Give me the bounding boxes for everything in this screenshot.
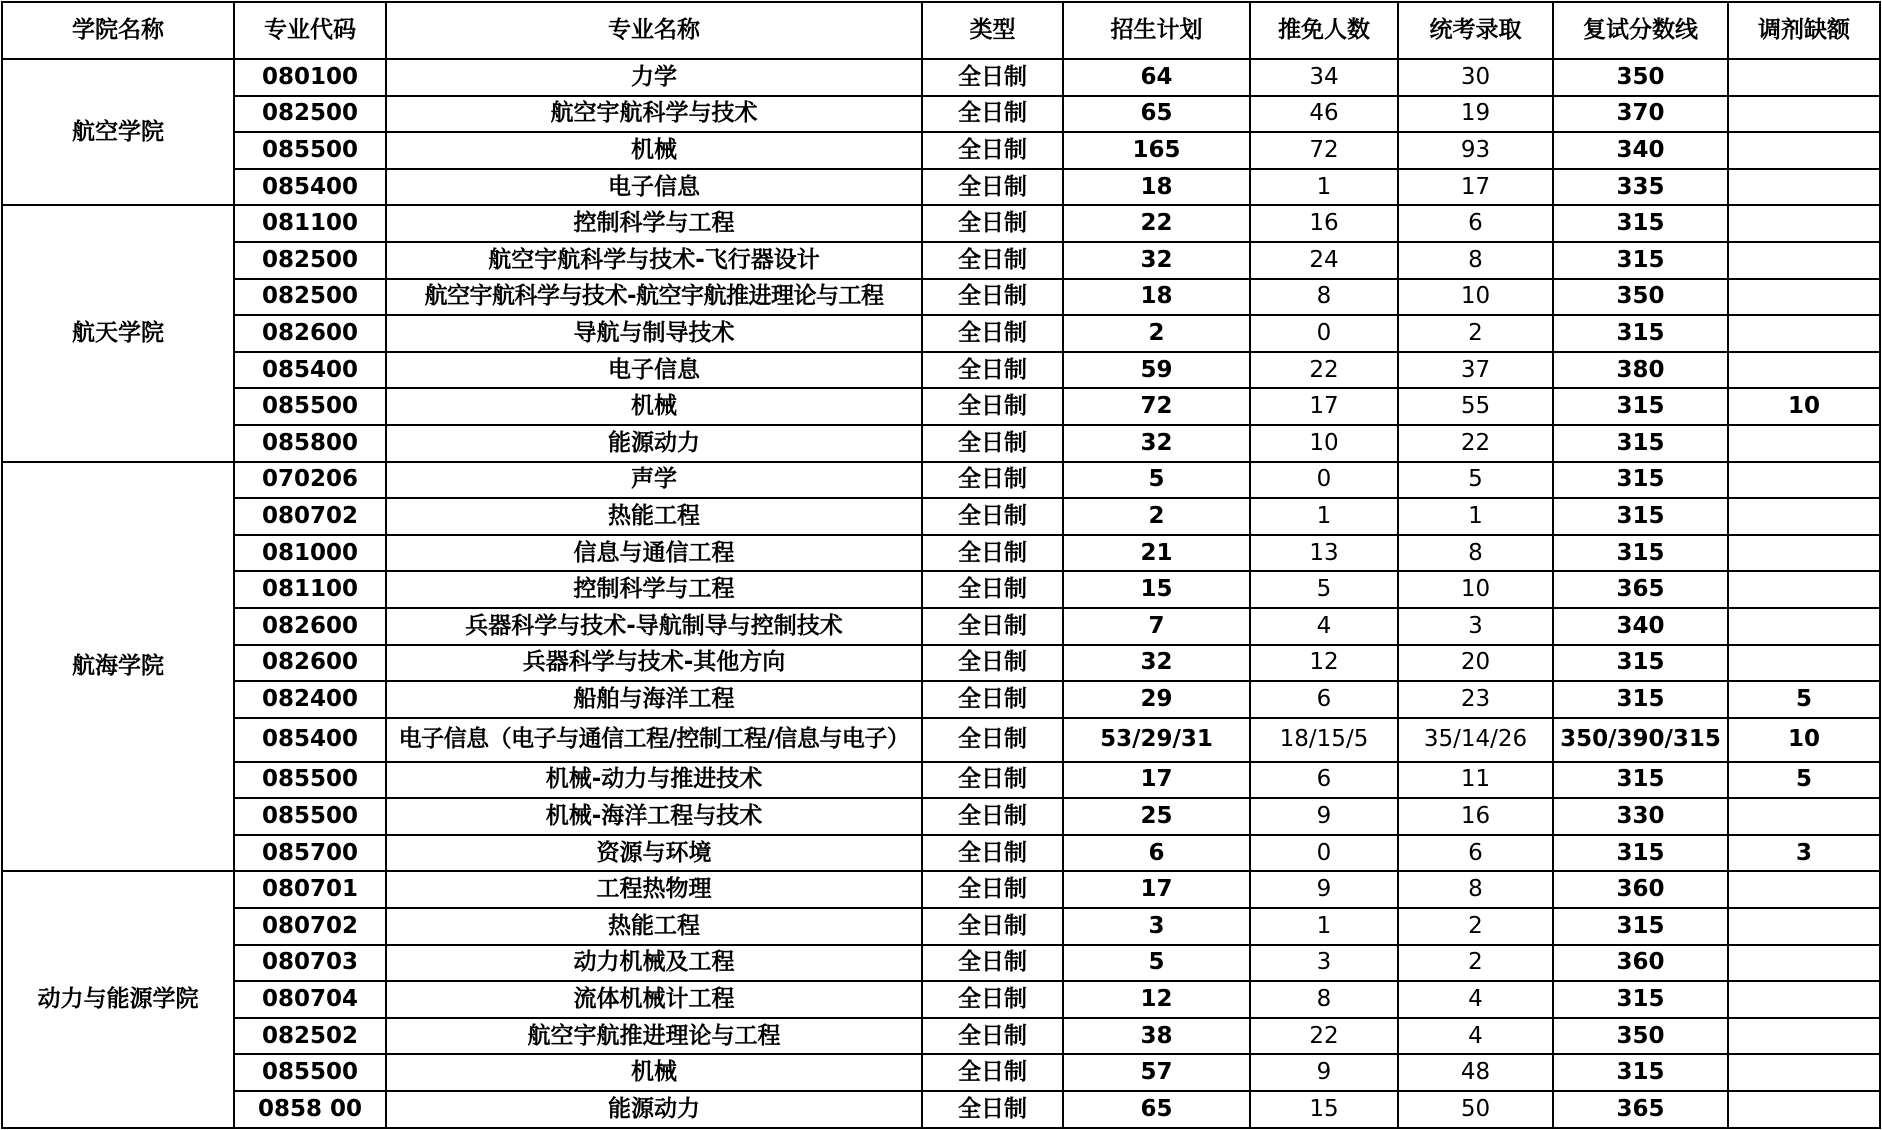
cell-score: 315 xyxy=(1553,835,1728,872)
table-row xyxy=(2,762,1880,799)
cell-major: 资源与环境 xyxy=(386,835,922,872)
cell-plan: 12 xyxy=(1063,981,1250,1018)
cell-type: 全日制 xyxy=(922,718,1063,762)
cell-exempt: 8 xyxy=(1250,279,1398,316)
cell-gap xyxy=(1728,981,1880,1018)
cell-plan: 38 xyxy=(1063,1018,1250,1055)
table-row xyxy=(2,681,1880,718)
table-row xyxy=(2,718,1880,762)
table-row xyxy=(2,835,1880,872)
cell-type: 全日制 xyxy=(922,945,1063,982)
cell-type: 全日制 xyxy=(922,388,1063,425)
cell-gap xyxy=(1728,535,1880,572)
cell-type: 全日制 xyxy=(922,96,1063,133)
cell-type: 全日制 xyxy=(922,352,1063,389)
cell-gap xyxy=(1728,908,1880,945)
cell-college: 航海学院 xyxy=(2,462,234,872)
cell-exempt: 22 xyxy=(1250,1018,1398,1055)
cell-score: 380 xyxy=(1553,352,1728,389)
cell-exam: 23 xyxy=(1398,681,1553,718)
cell-exam: 17 xyxy=(1398,169,1553,206)
cell-exam: 16 xyxy=(1398,798,1553,835)
cell-score: 315 xyxy=(1553,645,1728,682)
cell-type: 全日制 xyxy=(922,425,1063,462)
cell-score: 315 xyxy=(1553,498,1728,535)
cell-major: 船舶与海洋工程 xyxy=(386,681,922,718)
cell-exempt: 9 xyxy=(1250,798,1398,835)
cell-gap xyxy=(1728,96,1880,133)
cell-major: 电子信息 xyxy=(386,169,922,206)
cell-score: 315 xyxy=(1553,981,1728,1018)
cell-score: 350 xyxy=(1553,1018,1728,1055)
cell-code: 082400 xyxy=(234,681,386,718)
cell-exempt: 18/15/5 xyxy=(1250,718,1398,762)
cell-type: 全日制 xyxy=(922,871,1063,908)
cell-exempt: 22 xyxy=(1250,352,1398,389)
cell-type: 全日制 xyxy=(922,571,1063,608)
cell-major: 兵器科学与技术-导航制导与控制技术 xyxy=(386,608,922,645)
cell-plan: 18 xyxy=(1063,279,1250,316)
cell-gap xyxy=(1728,498,1880,535)
cell-exam: 2 xyxy=(1398,908,1553,945)
cell-code: 085400 xyxy=(234,352,386,389)
cell-major: 控制科学与工程 xyxy=(386,571,922,608)
table-row xyxy=(2,96,1880,133)
table-row xyxy=(2,132,1880,169)
table-row xyxy=(2,462,1880,499)
cell-type: 全日制 xyxy=(922,59,1063,96)
cell-major: 热能工程 xyxy=(386,498,922,535)
cell-exempt: 16 xyxy=(1250,205,1398,242)
header-code: 专业代码 xyxy=(234,2,386,59)
cell-exempt: 10 xyxy=(1250,425,1398,462)
cell-major: 航空宇航科学与技术-飞行器设计 xyxy=(386,242,922,279)
table-row xyxy=(2,608,1880,645)
cell-exam: 3 xyxy=(1398,608,1553,645)
cell-exempt: 0 xyxy=(1250,462,1398,499)
cell-score: 350 xyxy=(1553,59,1728,96)
table-row xyxy=(2,981,1880,1018)
cell-type: 全日制 xyxy=(922,462,1063,499)
cell-type: 全日制 xyxy=(922,681,1063,718)
header-gap: 调剂缺额 xyxy=(1728,2,1880,59)
cell-plan: 17 xyxy=(1063,871,1250,908)
cell-exam: 30 xyxy=(1398,59,1553,96)
cell-code: 085400 xyxy=(234,718,386,762)
table-row xyxy=(2,1054,1880,1091)
cell-major: 力学 xyxy=(386,59,922,96)
cell-gap: 5 xyxy=(1728,762,1880,799)
cell-score: 365 xyxy=(1553,571,1728,608)
cell-code: 085500 xyxy=(234,762,386,799)
cell-college: 动力与能源学院 xyxy=(2,871,234,1127)
cell-major: 能源动力 xyxy=(386,1091,922,1128)
cell-code: 070206 xyxy=(234,462,386,499)
cell-score: 340 xyxy=(1553,608,1728,645)
cell-exam: 93 xyxy=(1398,132,1553,169)
cell-gap: 10 xyxy=(1728,388,1880,425)
cell-plan: 2 xyxy=(1063,498,1250,535)
cell-exam: 4 xyxy=(1398,981,1553,1018)
cell-exam: 35/14/26 xyxy=(1398,718,1553,762)
cell-gap xyxy=(1728,242,1880,279)
cell-gap xyxy=(1728,132,1880,169)
cell-plan: 17 xyxy=(1063,762,1250,799)
cell-major: 航空宇航科学与技术 xyxy=(386,96,922,133)
cell-exam: 6 xyxy=(1398,835,1553,872)
cell-exempt: 9 xyxy=(1250,871,1398,908)
cell-exempt: 8 xyxy=(1250,981,1398,1018)
cell-score: 360 xyxy=(1553,871,1728,908)
cell-code: 085800 xyxy=(234,425,386,462)
table-row xyxy=(2,535,1880,572)
cell-exam: 6 xyxy=(1398,205,1553,242)
cell-gap xyxy=(1728,645,1880,682)
table-row xyxy=(2,571,1880,608)
cell-major: 机械 xyxy=(386,388,922,425)
cell-gap xyxy=(1728,59,1880,96)
cell-type: 全日制 xyxy=(922,535,1063,572)
cell-code: 0858 00 xyxy=(234,1091,386,1128)
cell-exam: 10 xyxy=(1398,571,1553,608)
cell-major: 电子信息 xyxy=(386,352,922,389)
table-row xyxy=(2,1018,1880,1055)
cell-major: 声学 xyxy=(386,462,922,499)
table-row xyxy=(2,908,1880,945)
cell-exempt: 6 xyxy=(1250,681,1398,718)
cell-plan: 65 xyxy=(1063,96,1250,133)
cell-score: 315 xyxy=(1553,1054,1728,1091)
cell-major: 能源动力 xyxy=(386,425,922,462)
cell-gap: 10 xyxy=(1728,718,1880,762)
cell-code: 081000 xyxy=(234,535,386,572)
cell-score: 315 xyxy=(1553,535,1728,572)
table-row xyxy=(2,169,1880,206)
cell-exam: 1 xyxy=(1398,498,1553,535)
cell-code: 080100 xyxy=(234,59,386,96)
cell-major: 动力机械及工程 xyxy=(386,945,922,982)
cell-gap: 5 xyxy=(1728,681,1880,718)
cell-code: 085500 xyxy=(234,388,386,425)
cell-score: 315 xyxy=(1553,425,1728,462)
header-exam: 统考录取 xyxy=(1398,2,1553,59)
cell-gap xyxy=(1728,425,1880,462)
cell-exempt: 1 xyxy=(1250,169,1398,206)
cell-score: 315 xyxy=(1553,315,1728,352)
cell-exempt: 46 xyxy=(1250,96,1398,133)
cell-plan: 29 xyxy=(1063,681,1250,718)
cell-exam: 8 xyxy=(1398,871,1553,908)
cell-major: 流体机械计工程 xyxy=(386,981,922,1018)
cell-plan: 32 xyxy=(1063,645,1250,682)
cell-score: 315 xyxy=(1553,681,1728,718)
cell-major: 热能工程 xyxy=(386,908,922,945)
cell-code: 082500 xyxy=(234,96,386,133)
cell-college: 航空学院 xyxy=(2,59,234,205)
cell-exam: 50 xyxy=(1398,1091,1553,1128)
cell-major: 兵器科学与技术-其他方向 xyxy=(386,645,922,682)
cell-gap xyxy=(1728,315,1880,352)
cell-score: 360 xyxy=(1553,945,1728,982)
cell-code: 080704 xyxy=(234,981,386,1018)
cell-score: 340 xyxy=(1553,132,1728,169)
cell-code: 081100 xyxy=(234,571,386,608)
cell-code: 080703 xyxy=(234,945,386,982)
cell-code: 082502 xyxy=(234,1018,386,1055)
cell-gap xyxy=(1728,205,1880,242)
cell-plan: 21 xyxy=(1063,535,1250,572)
cell-score: 335 xyxy=(1553,169,1728,206)
cell-code: 085700 xyxy=(234,835,386,872)
cell-plan: 59 xyxy=(1063,352,1250,389)
cell-gap xyxy=(1728,608,1880,645)
cell-exam: 5 xyxy=(1398,462,1553,499)
cell-code: 081100 xyxy=(234,205,386,242)
table-row xyxy=(2,205,1880,242)
cell-code: 085500 xyxy=(234,798,386,835)
cell-exam: 20 xyxy=(1398,645,1553,682)
cell-major: 航空宇航推进理论与工程 xyxy=(386,1018,922,1055)
cell-score: 370 xyxy=(1553,96,1728,133)
cell-code: 080702 xyxy=(234,908,386,945)
table-row xyxy=(2,315,1880,352)
cell-code: 085400 xyxy=(234,169,386,206)
table-row xyxy=(2,279,1880,316)
cell-plan: 2 xyxy=(1063,315,1250,352)
table-row xyxy=(2,798,1880,835)
table-body xyxy=(2,59,1880,1128)
cell-code: 082600 xyxy=(234,608,386,645)
table-row xyxy=(2,352,1880,389)
cell-major: 机械-动力与推进技术 xyxy=(386,762,922,799)
header-row xyxy=(2,2,1880,59)
cell-exempt: 4 xyxy=(1250,608,1398,645)
cell-gap: 3 xyxy=(1728,835,1880,872)
table-row xyxy=(2,945,1880,982)
cell-score: 315 xyxy=(1553,205,1728,242)
cell-major: 航空宇航科学与技术-航空宇航推进理论与工程 xyxy=(386,279,922,316)
cell-type: 全日制 xyxy=(922,132,1063,169)
cell-code: 080701 xyxy=(234,871,386,908)
cell-gap xyxy=(1728,462,1880,499)
cell-exam: 19 xyxy=(1398,96,1553,133)
header-type: 类型 xyxy=(922,2,1063,59)
cell-gap xyxy=(1728,798,1880,835)
cell-exam: 11 xyxy=(1398,762,1553,799)
cell-plan: 72 xyxy=(1063,388,1250,425)
cell-exam: 2 xyxy=(1398,315,1553,352)
cell-exempt: 13 xyxy=(1250,535,1398,572)
cell-code: 080702 xyxy=(234,498,386,535)
cell-gap xyxy=(1728,352,1880,389)
cell-score: 315 xyxy=(1553,462,1728,499)
cell-score: 365 xyxy=(1553,1091,1728,1128)
cell-exam: 2 xyxy=(1398,945,1553,982)
cell-exam: 55 xyxy=(1398,388,1553,425)
table-row xyxy=(2,498,1880,535)
cell-plan: 22 xyxy=(1063,205,1250,242)
cell-exempt: 0 xyxy=(1250,315,1398,352)
cell-exam: 8 xyxy=(1398,242,1553,279)
cell-exempt: 34 xyxy=(1250,59,1398,96)
cell-exempt: 1 xyxy=(1250,908,1398,945)
cell-plan: 18 xyxy=(1063,169,1250,206)
cell-major: 控制科学与工程 xyxy=(386,205,922,242)
cell-exempt: 5 xyxy=(1250,571,1398,608)
cell-type: 全日制 xyxy=(922,835,1063,872)
table-row xyxy=(2,1091,1880,1128)
cell-exempt: 9 xyxy=(1250,1054,1398,1091)
cell-type: 全日制 xyxy=(922,205,1063,242)
admission-table xyxy=(1,1,1881,1129)
cell-plan: 64 xyxy=(1063,59,1250,96)
cell-major: 机械 xyxy=(386,1054,922,1091)
cell-exempt: 3 xyxy=(1250,945,1398,982)
cell-exam: 22 xyxy=(1398,425,1553,462)
cell-type: 全日制 xyxy=(922,981,1063,1018)
cell-type: 全日制 xyxy=(922,279,1063,316)
cell-type: 全日制 xyxy=(922,315,1063,352)
cell-type: 全日制 xyxy=(922,1018,1063,1055)
cell-major: 工程热物理 xyxy=(386,871,922,908)
cell-exempt: 0 xyxy=(1250,835,1398,872)
header-exempt: 推免人数 xyxy=(1250,2,1398,59)
cell-gap xyxy=(1728,1054,1880,1091)
cell-type: 全日制 xyxy=(922,608,1063,645)
cell-type: 全日制 xyxy=(922,169,1063,206)
table-row xyxy=(2,645,1880,682)
cell-plan: 32 xyxy=(1063,242,1250,279)
cell-plan: 6 xyxy=(1063,835,1250,872)
cell-exam: 37 xyxy=(1398,352,1553,389)
cell-major: 机械 xyxy=(386,132,922,169)
header-college: 学院名称 xyxy=(2,2,234,59)
cell-exempt: 17 xyxy=(1250,388,1398,425)
cell-gap xyxy=(1728,279,1880,316)
cell-plan: 57 xyxy=(1063,1054,1250,1091)
cell-major: 导航与制导技术 xyxy=(386,315,922,352)
table-row xyxy=(2,59,1880,96)
cell-plan: 5 xyxy=(1063,462,1250,499)
table-row xyxy=(2,388,1880,425)
cell-plan: 65 xyxy=(1063,1091,1250,1128)
cell-type: 全日制 xyxy=(922,1091,1063,1128)
cell-score: 350/390/315 xyxy=(1553,718,1728,762)
cell-major: 机械-海洋工程与技术 xyxy=(386,798,922,835)
cell-code: 085500 xyxy=(234,132,386,169)
cell-score: 315 xyxy=(1553,762,1728,799)
table-row xyxy=(2,425,1880,462)
cell-exempt: 72 xyxy=(1250,132,1398,169)
table-row xyxy=(2,242,1880,279)
cell-exam: 10 xyxy=(1398,279,1553,316)
cell-college: 航天学院 xyxy=(2,205,234,461)
cell-plan: 5 xyxy=(1063,945,1250,982)
cell-gap xyxy=(1728,1018,1880,1055)
cell-type: 全日制 xyxy=(922,498,1063,535)
cell-gap xyxy=(1728,571,1880,608)
header-plan: 招生计划 xyxy=(1063,2,1250,59)
cell-gap xyxy=(1728,169,1880,206)
cell-plan: 7 xyxy=(1063,608,1250,645)
cell-major: 信息与通信工程 xyxy=(386,535,922,572)
cell-exempt: 1 xyxy=(1250,498,1398,535)
cell-exam: 8 xyxy=(1398,535,1553,572)
cell-score: 315 xyxy=(1553,242,1728,279)
cell-score: 330 xyxy=(1553,798,1728,835)
cell-score: 315 xyxy=(1553,908,1728,945)
cell-code: 082600 xyxy=(234,315,386,352)
cell-type: 全日制 xyxy=(922,762,1063,799)
cell-gap xyxy=(1728,871,1880,908)
cell-score: 315 xyxy=(1553,388,1728,425)
cell-code: 085500 xyxy=(234,1054,386,1091)
cell-exempt: 15 xyxy=(1250,1091,1398,1128)
table-row xyxy=(2,871,1880,908)
cell-type: 全日制 xyxy=(922,645,1063,682)
cell-type: 全日制 xyxy=(922,1054,1063,1091)
cell-gap xyxy=(1728,1091,1880,1128)
cell-plan: 53/29/31 xyxy=(1063,718,1250,762)
cell-plan: 32 xyxy=(1063,425,1250,462)
header-score: 复试分数线 xyxy=(1553,2,1728,59)
cell-exempt: 12 xyxy=(1250,645,1398,682)
cell-plan: 165 xyxy=(1063,132,1250,169)
cell-score: 350 xyxy=(1553,279,1728,316)
header-major: 专业名称 xyxy=(386,2,922,59)
cell-exempt: 24 xyxy=(1250,242,1398,279)
cell-code: 082600 xyxy=(234,645,386,682)
cell-exam: 4 xyxy=(1398,1018,1553,1055)
cell-gap xyxy=(1728,945,1880,982)
cell-plan: 25 xyxy=(1063,798,1250,835)
cell-plan: 15 xyxy=(1063,571,1250,608)
cell-major: 电子信息（电子与通信工程/控制工程/信息与电子） xyxy=(386,718,922,762)
cell-code: 082500 xyxy=(234,242,386,279)
cell-type: 全日制 xyxy=(922,798,1063,835)
cell-exempt: 6 xyxy=(1250,762,1398,799)
cell-exam: 48 xyxy=(1398,1054,1553,1091)
cell-type: 全日制 xyxy=(922,908,1063,945)
cell-plan: 3 xyxy=(1063,908,1250,945)
cell-type: 全日制 xyxy=(922,242,1063,279)
cell-code: 082500 xyxy=(234,279,386,316)
